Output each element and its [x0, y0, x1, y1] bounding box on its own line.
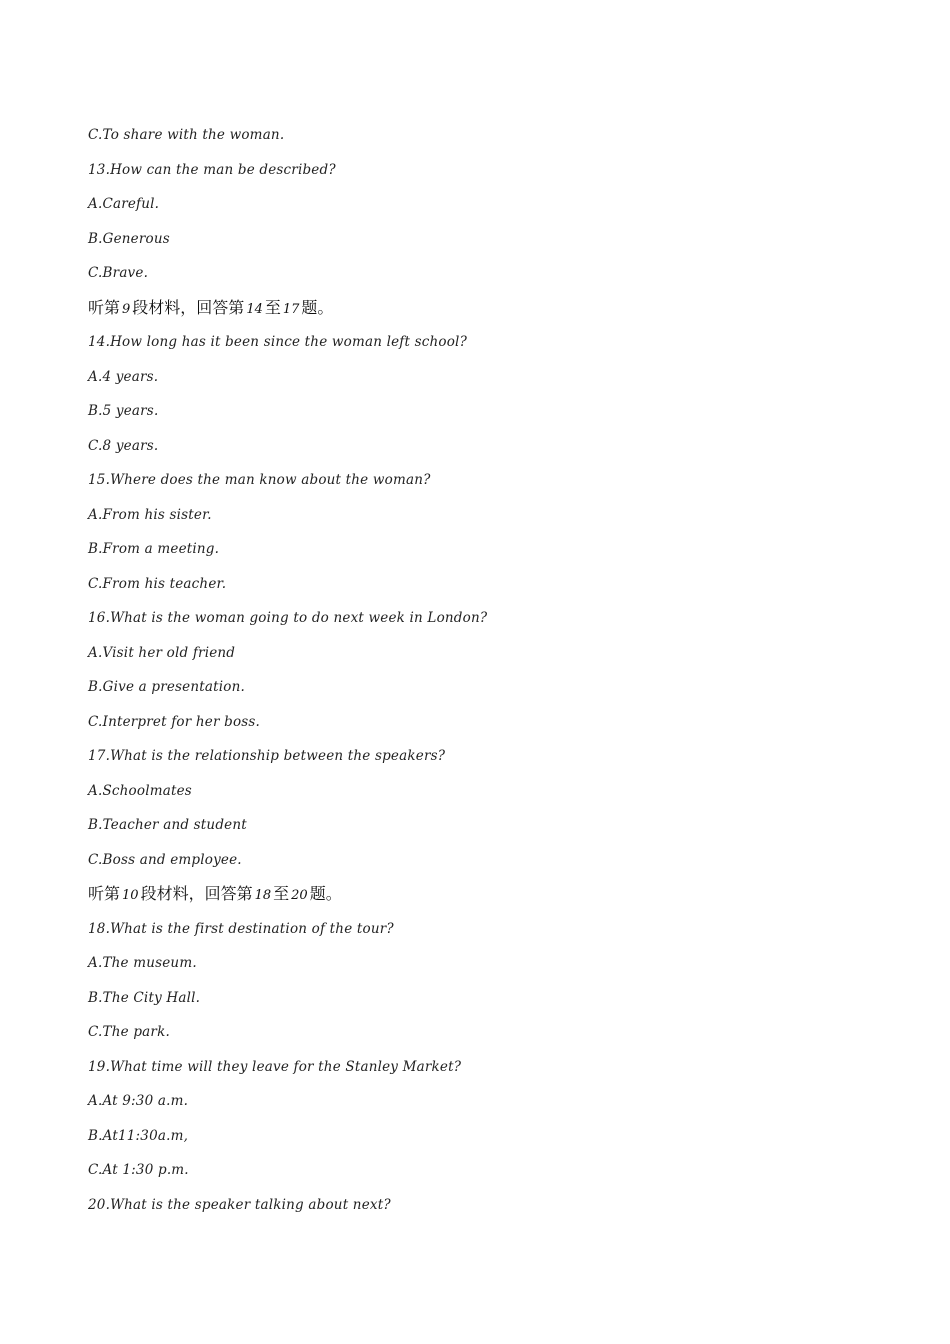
section-heading: [88, 298, 888, 333]
question-line: 20.What is the speaker talking about next?: [88, 1196, 391, 1213]
question-line: 15.Where does the man know about the woman?: [88, 472, 431, 488]
section-number: 10: [122, 888, 139, 903]
option-line: B.The City Hall.: [88, 989, 201, 1006]
option-line: A.Schoolmates: [88, 782, 192, 799]
section-heading-part: 至: [264, 297, 281, 317]
section-number: 17: [282, 301, 300, 317]
section-heading-part: 听第: [88, 297, 121, 317]
option-line: B.Teacher and student: [88, 817, 247, 833]
section-heading-part: 段材料，回答第: [132, 297, 245, 317]
question-line: 13.How can the man be described?: [88, 161, 336, 178]
question-line: 16.What is the woman going to do next week in London?: [88, 610, 488, 626]
question-line: 18.What is the first destination of the tour?: [88, 920, 394, 937]
option-line: C.Interpret for her boss.: [88, 713, 261, 730]
question-line: 19.What time will they leave for the Stanley Market?: [88, 1058, 462, 1075]
section-heading-part: 题。: [301, 297, 334, 317]
option-line: C.At 1:30 p.m.: [88, 1162, 189, 1178]
option-line: A.From his sister.: [88, 506, 212, 523]
option-line: B.5 years.: [88, 403, 159, 419]
section-number: 18: [254, 888, 272, 903]
section-number: 20: [291, 888, 308, 903]
option-line: C.From his teacher.: [88, 575, 227, 592]
option-line: B.Generous: [88, 230, 170, 247]
section-number: 9: [122, 301, 131, 317]
option-line: C.Boss and employee.: [88, 851, 242, 868]
question-line: 17.What is the relationship between the speakers?: [88, 748, 446, 764]
option-line: C.Brave.: [88, 265, 149, 281]
section-number: 14: [246, 301, 263, 317]
option-line: A.Careful.: [88, 196, 160, 212]
section-heading-part: 听第: [88, 884, 121, 903]
option-line: B.Give a presentation.: [88, 679, 245, 695]
option-line: C.To share with the woman.: [88, 127, 285, 143]
option-line: A.At 9:30 a.m.: [88, 1093, 189, 1109]
section-heading-part: 至: [273, 884, 290, 903]
option-line: A.Visit her old friend: [88, 644, 236, 661]
section-heading-part: 段材料，回答第: [140, 884, 253, 903]
option-line: A.4 years.: [88, 368, 159, 385]
option-line: B.From a meeting.: [88, 541, 220, 557]
question-list: [88, 125, 888, 1229]
option-line: C.The park.: [88, 1024, 170, 1040]
section-heading: [88, 884, 888, 919]
option-line: B.At11:30a.m,: [88, 1127, 189, 1144]
question-line: 14.How long has it been since the woman left school?: [88, 334, 468, 350]
option-line: C.8 years.: [88, 437, 159, 454]
option-line: A.The museum.: [88, 955, 197, 971]
section-heading-part: 题。: [309, 884, 342, 903]
